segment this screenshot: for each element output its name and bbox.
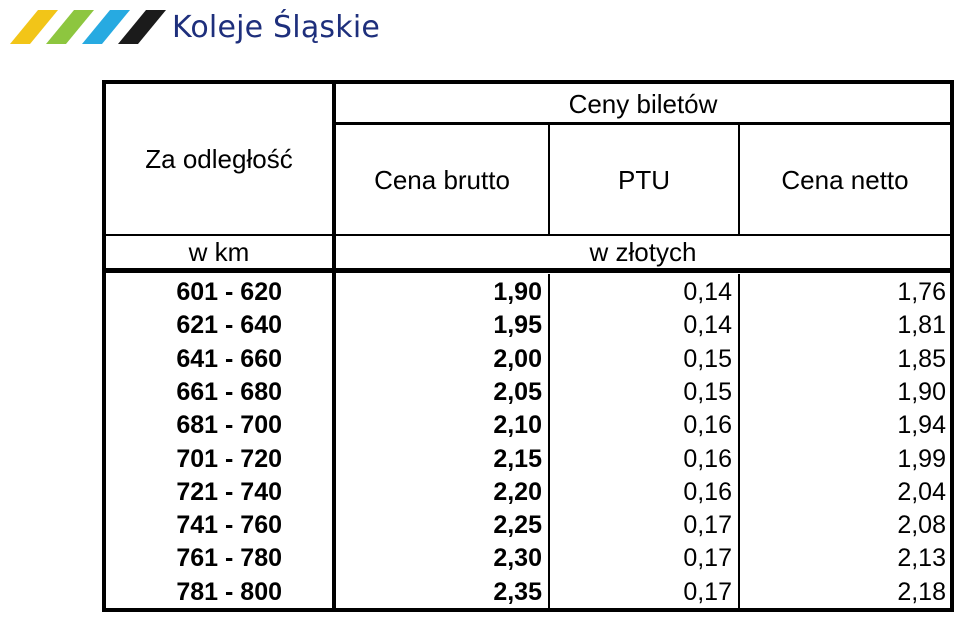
- cell-net-price: 1,76: [897, 278, 946, 306]
- cell-net-price: 1,94: [897, 411, 946, 440]
- cell-gross-price: 2,10: [493, 411, 542, 440]
- cell-vat: 0,17: [683, 577, 732, 606]
- cell-net-price: 1,81: [897, 311, 946, 340]
- cell-net-price: 1,90: [897, 377, 946, 406]
- cell-vat: 0,15: [683, 377, 732, 406]
- cell-vat: 0,15: [683, 344, 732, 373]
- row-sep-units: [106, 268, 950, 273]
- header-unit-pln: w złotych: [589, 237, 697, 267]
- cell-net-price: 1,99: [897, 444, 946, 473]
- header-unit-km: w km: [188, 237, 250, 267]
- cell-gross-price: 2,15: [493, 444, 542, 473]
- cell-distance-range: 681 - 700: [176, 411, 282, 440]
- cell-vat: 0,16: [683, 477, 732, 506]
- cell-distance-range: 641 - 660: [176, 344, 282, 373]
- header-distance: Za odległość: [145, 144, 293, 174]
- cell-gross-price: 1,90: [493, 278, 542, 306]
- cell-distance-range: 661 - 680: [176, 377, 282, 406]
- cell-distance-range: 761 - 780: [176, 544, 282, 573]
- cell-distance-range: 621 - 640: [176, 311, 282, 340]
- header-vat: PTU: [618, 165, 670, 195]
- cell-distance-range: 741 - 760: [176, 511, 282, 540]
- cell-vat: 0,14: [683, 311, 732, 340]
- cell-distance-range: 781 - 800: [176, 577, 282, 606]
- cell-net-price: 2,04: [897, 477, 946, 506]
- cell-gross-price: 2,35: [493, 577, 542, 606]
- cell-distance-range: 701 - 720: [176, 444, 282, 473]
- cell-gross-price: 2,20: [493, 477, 542, 506]
- cell-vat: 0,14: [683, 278, 732, 306]
- cell-gross-price: 2,05: [493, 377, 542, 406]
- brand-logo: [8, 6, 388, 52]
- cell-net-price: 2,13: [897, 544, 946, 573]
- cell-distance-range: 601 - 620: [176, 278, 282, 306]
- header-net: Cena netto: [781, 165, 909, 195]
- cell-net-price: 2,18: [897, 577, 946, 606]
- brand-name: Koleje Śląskie: [172, 10, 381, 45]
- cell-vat: 0,17: [683, 511, 732, 540]
- cell-gross-price: 1,95: [493, 311, 542, 340]
- cell-vat: 0,17: [683, 544, 732, 573]
- cell-gross-price: 2,00: [493, 344, 542, 373]
- cell-gross-price: 2,25: [493, 511, 542, 540]
- ticket-price-table: [102, 80, 954, 612]
- header-prices-group: Ceny biletów: [568, 89, 718, 119]
- header-gross: Cena brutto: [374, 165, 510, 195]
- cell-net-price: 2,08: [897, 511, 946, 540]
- cell-net-price: 1,85: [897, 344, 946, 373]
- brand-stripes-icon: [8, 6, 168, 52]
- cell-gross-price: 2,30: [493, 544, 542, 573]
- cell-vat: 0,16: [683, 411, 732, 440]
- cell-distance-range: 721 - 740: [176, 477, 282, 506]
- cell-vat: 0,16: [683, 444, 732, 473]
